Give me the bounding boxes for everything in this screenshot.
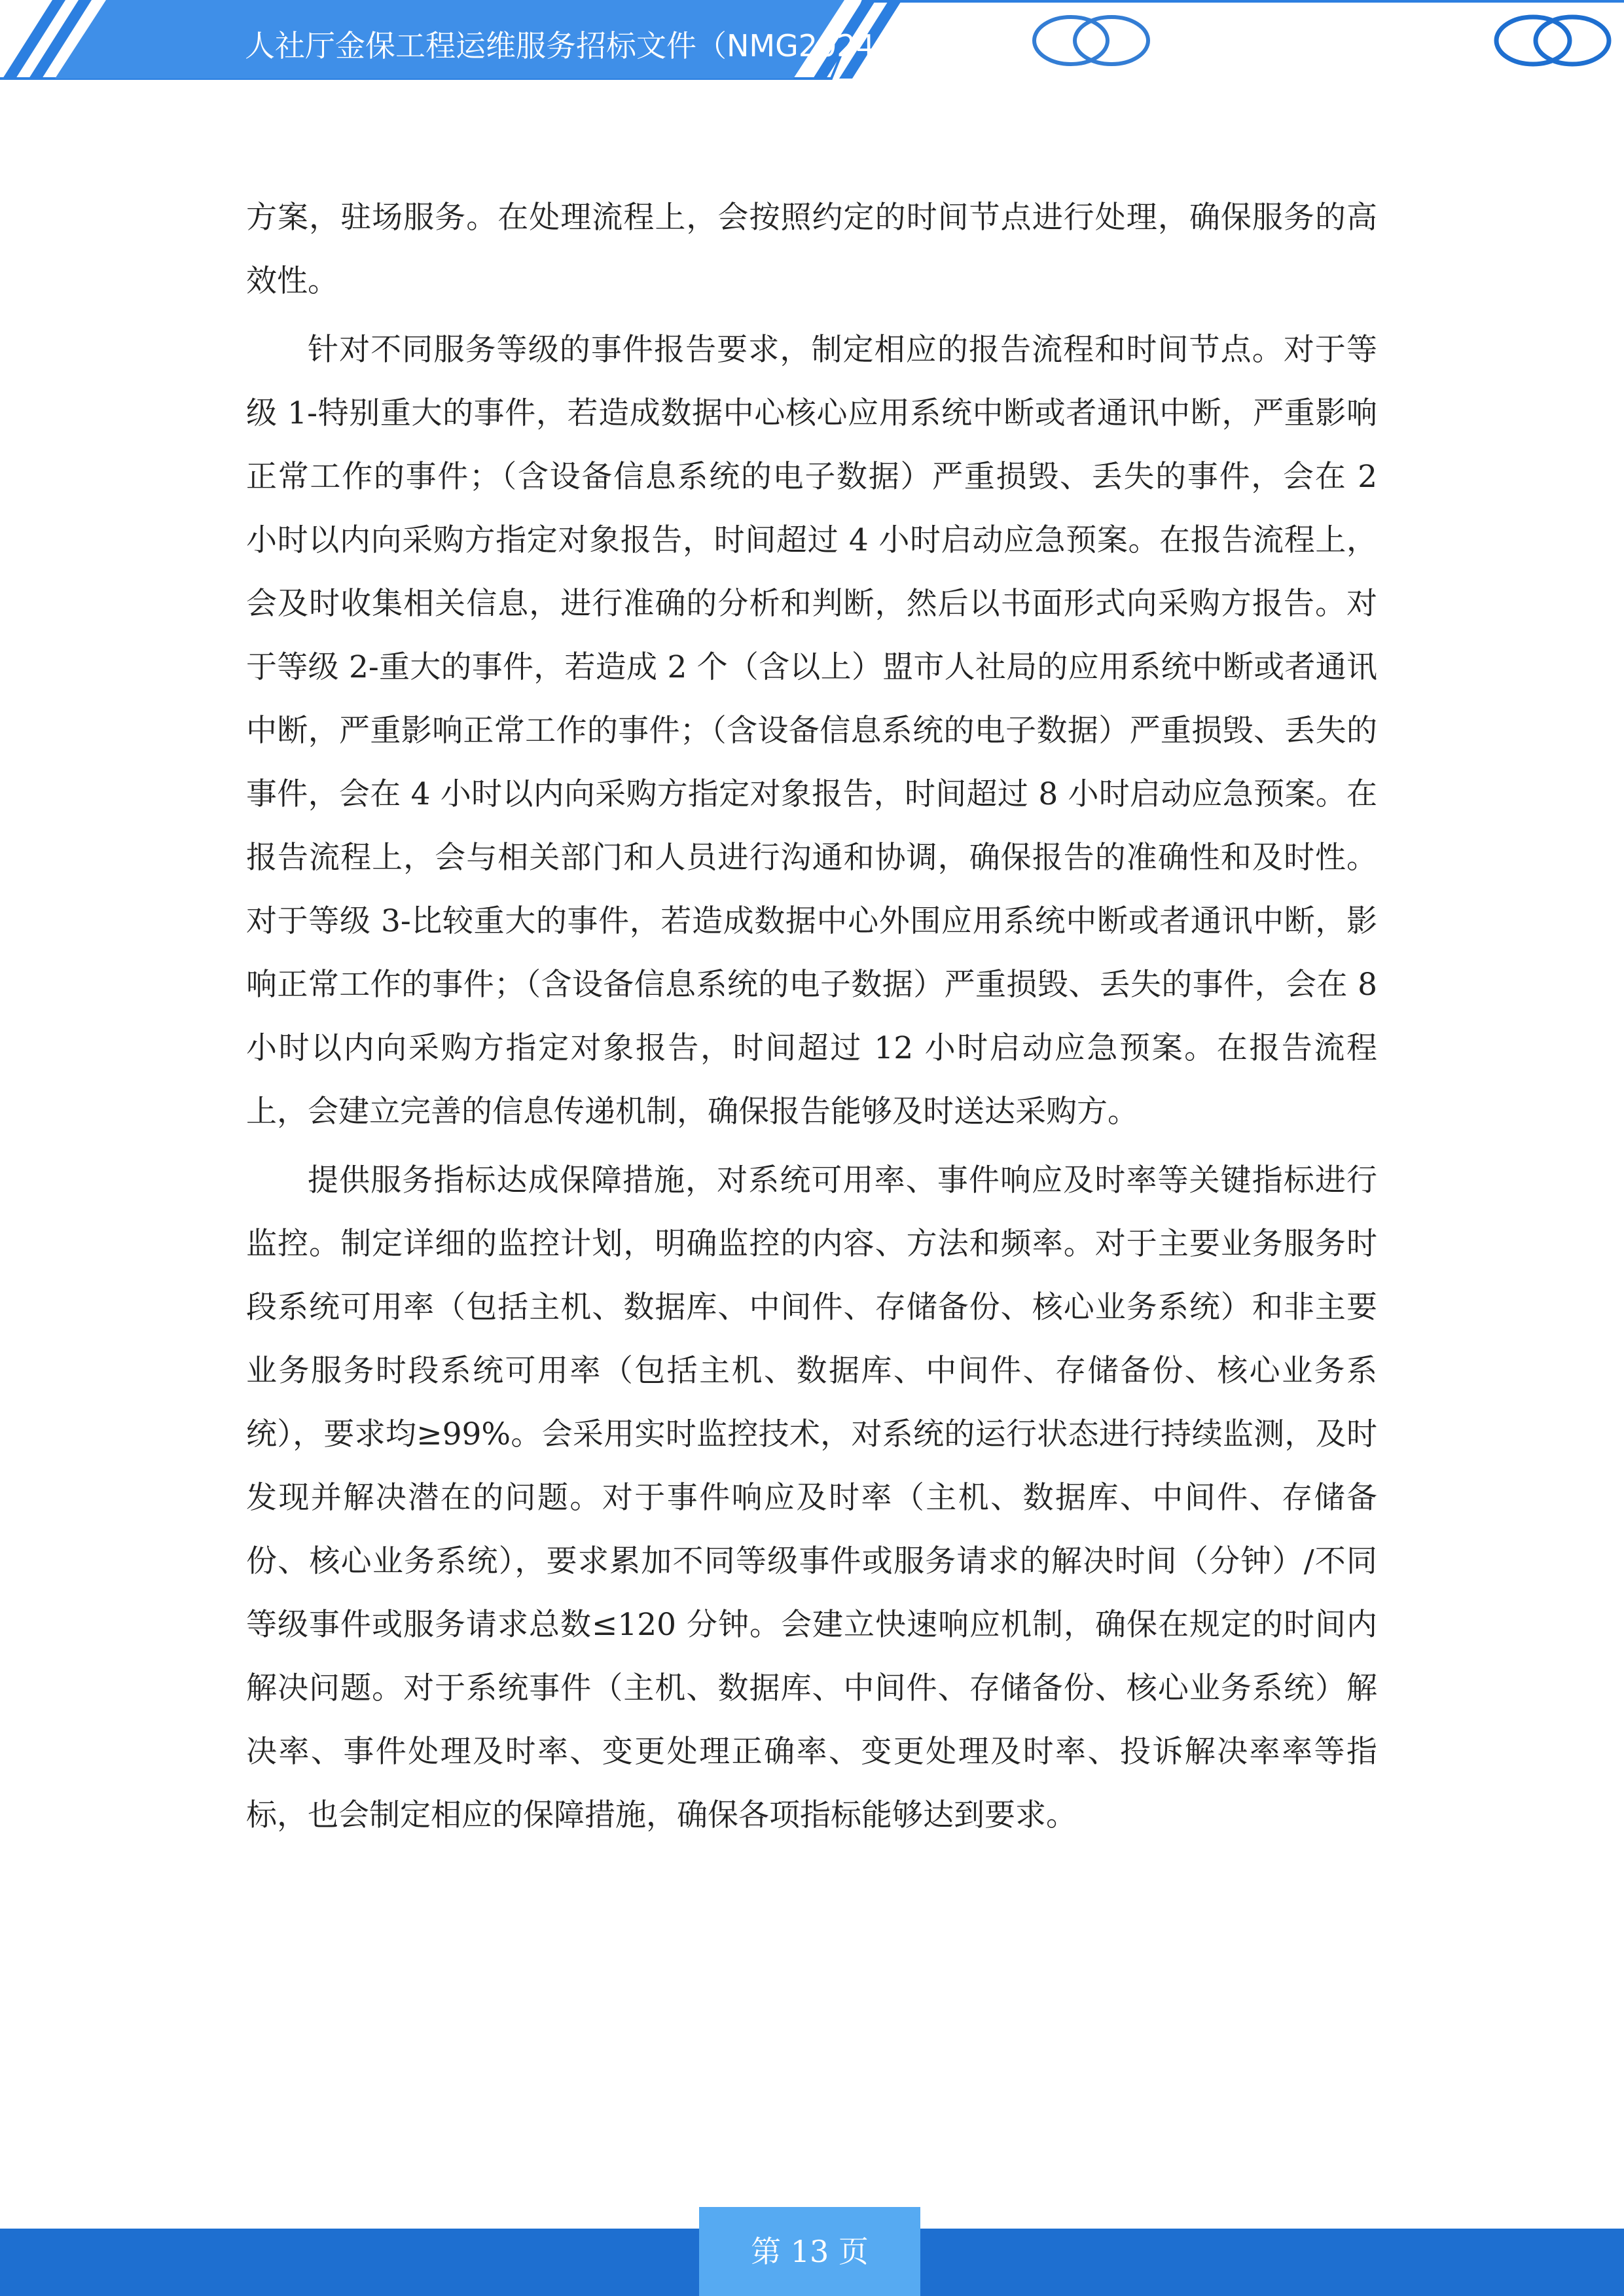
paragraph-event-reporting: 针对不同服务等级的事件报告要求，制定相应的报告流程和时间节点。对于等级 1-特别重大的事件，若造成数据中心核心应用系统中断或者通讯中断，严重影响正常工作的事件；（含设备信息系统的电子数据）严重损毁、丢失的事件，会在 2 小时以内向采购方指定对象报告，时间超过 4 小时启动应急预案。在报告流程上，会及时收集相关信息，进行准确的分析和判断，然后以书面形式向采购方报告。对于等级 2-重大的事件，若造成 2 个（含以上）盟市人社局的应用系统中断或者通讯中断，严重影响正常工作的事件；（含设备信息系统的电子数据）严重损毁、丢失的事件，会在 4 小时以内向采购方指定对象报告，时间超过 8 小时启动应急预案。在报告流程上，会与相关部门和人员进行沟通和协调，确保报告的准确性和及时性。对于等级 3-比较重大的事件，若造成数据中心外围应用系统中断或者通讯中断，影响正常工作的事件；（含设备信息系统的电子数据）严重损毁、丢失的事件，会在 8 小时以内向采购方指定对象报告，时间超过 12 小时启动应急预案。在报告流程上，会建立完善的信息传递机制，确保报告能够及时送达采购方。 [246, 332, 1377, 1130]
paragraph-service-metrics: 提供服务指标达成保障措施，对系统可用率、事件响应及时率等关键指标进行监控。制定详细的监控计划，明确监控的内容、方法和频率。对于主要业务服务时段系统可用率（包括主机、数据库、中间件、存储备份、核心业务系统）和非主要业务服务时段系统可用率（包括主机、数据库、中间件、存储备份、核心业务系统），要求均≥99%。会采用实时监控技术，对系统的运行状态进行持续监测，及时发现并解决潜在的问题。对于事件响应及时率（主机、数据库、中间件、存储备份、核心业务系统），要求累加不同等级事件或服务请求的解决时间（分钟）/不同等级事件或服务请求总数≤120 分钟。会建立快速响应机制，确保在规定的时间内解决问题。对于系统事件（主机、数据库、中间件、存储备份、核心业务系统）解决率、事件处理及时率、变更处理正确率、变更处理及时率、投诉解决率率等指标，也会制定相应的保障措施，确保各项指标能够达到要求。 [246, 1162, 1377, 1833]
document-body [246, 186, 1377, 1852]
header-title: 人社厅金保工程运维服务招标文件（NMG2024- [245, 28, 886, 63]
page-number: 第 13 页 [699, 2207, 920, 2296]
double-ring-logo-icon-right [1496, 17, 1609, 64]
double-ring-logo-icon [1034, 17, 1148, 64]
paragraph-continued: 方案，驻场服务。在处理流程上，会按照约定的时间节点进行处理，确保服务的高效性。 [246, 200, 1377, 299]
